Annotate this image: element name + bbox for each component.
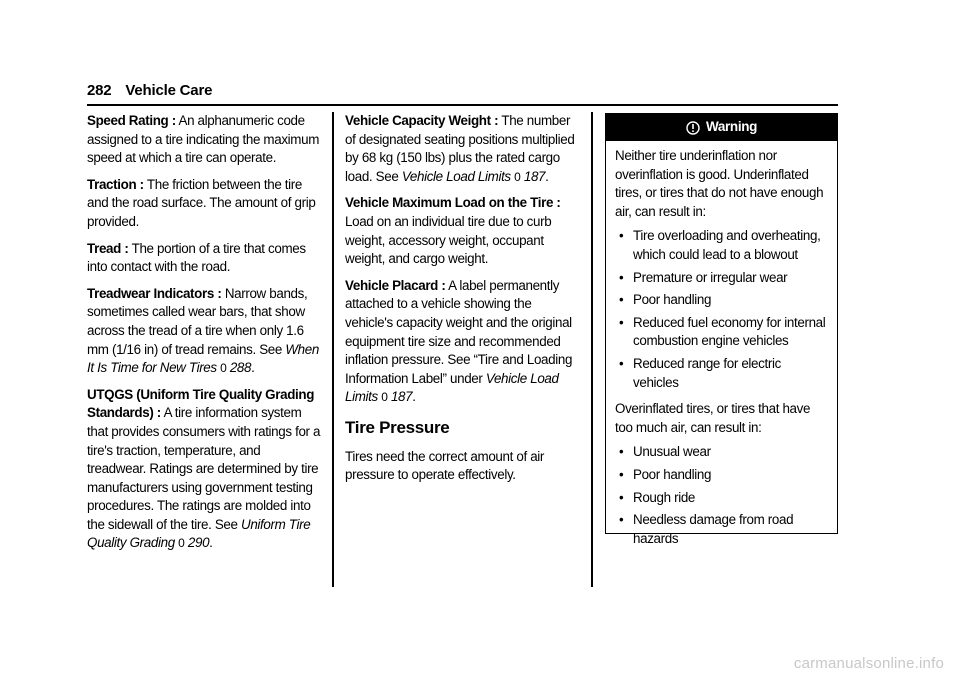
page-ref[interactable]: 187 bbox=[390, 389, 413, 405]
warning-list-item bbox=[615, 511, 829, 548]
warning-list-item bbox=[615, 314, 829, 351]
term: Vehicle Capacity Weight : bbox=[345, 113, 499, 128]
warning-list-text: Poor handling bbox=[633, 292, 712, 308]
overinflation-list bbox=[615, 443, 829, 548]
period: . bbox=[209, 535, 213, 551]
bullet-icon: • bbox=[619, 314, 624, 330]
definition-text: The friction between the tire and the road surface. The amount of grip provided. bbox=[87, 176, 316, 229]
definition-text: The portion of a tire that comes into contact with the road. bbox=[87, 240, 306, 275]
definition-text: An alphanumeric code assigned to a tire indicating the maximum speed at which a tire can operate. bbox=[87, 113, 320, 166]
definition-tread bbox=[87, 240, 321, 277]
cross-reference-link[interactable]: Uniform Tire Quality Grading bbox=[87, 516, 311, 551]
column-divider bbox=[591, 112, 593, 587]
warning-list-item bbox=[615, 443, 829, 462]
term: Vehicle Placard : bbox=[345, 277, 446, 293]
warning-header bbox=[606, 114, 837, 141]
header-rule bbox=[87, 104, 838, 106]
tire-pressure-heading: Tire Pressure bbox=[345, 417, 450, 437]
tire-pressure-text: Tires need the correct amount of air pressure to operate effectively. bbox=[345, 448, 545, 483]
warning-list-text: Needless damage from road hazards bbox=[633, 512, 794, 546]
section-title: Vehicle Care bbox=[125, 82, 213, 99]
column-1 bbox=[87, 112, 321, 561]
page-ref-icon: 0 bbox=[514, 169, 521, 184]
page-header bbox=[87, 82, 212, 99]
term: Vehicle Maximum Load on the Tire : bbox=[345, 195, 561, 211]
warning-list-item bbox=[615, 227, 829, 264]
definition-text: Narrow bands, sometimes called wear bars, that show across the tread of a tire when only 1.6 mm (1/16 in) of tread remains. See bbox=[87, 285, 308, 357]
warning-list-item bbox=[615, 291, 829, 310]
underinflation-list bbox=[615, 227, 829, 392]
warning-list-item bbox=[615, 269, 829, 288]
term: UTQGS (Uniform Tire Quality Grading Standards) : bbox=[87, 386, 315, 421]
definition-speed-rating bbox=[87, 112, 321, 168]
term: Traction : bbox=[87, 176, 144, 192]
page-ref-icon: 0 bbox=[381, 390, 388, 405]
definition-text: The number of designated seating positions multiplied by 68 kg (150 lbs) plus the rated cargo load. See bbox=[345, 113, 575, 184]
cross-reference-link[interactable]: When It Is Time for New Tires bbox=[87, 341, 319, 376]
column-2 bbox=[345, 112, 579, 493]
period: . bbox=[412, 389, 416, 405]
page-ref-icon: 0 bbox=[178, 536, 185, 551]
definition-treadwear-indicators bbox=[87, 285, 321, 378]
bullet-icon: • bbox=[619, 292, 624, 308]
definition-traction bbox=[87, 176, 321, 232]
period: . bbox=[251, 360, 255, 376]
warning-list-text: Reduced fuel economy for internal combustion engine vehicles bbox=[633, 314, 826, 349]
page-ref[interactable]: 187 bbox=[523, 168, 546, 184]
term: Treadwear Indicators : bbox=[87, 285, 222, 301]
cross-reference-link[interactable]: Vehicle Load Limits bbox=[345, 370, 559, 405]
definition-text: Load on an individual tire due to curb weight, accessory weight, occupant weight, and cargo weight. bbox=[345, 213, 552, 267]
bullet-icon: • bbox=[619, 489, 624, 505]
warning-list-text: Unusual wear bbox=[633, 444, 711, 460]
warning-list-item bbox=[615, 489, 829, 508]
definition-vehicle-maximum-load bbox=[345, 194, 579, 268]
cross-reference-link[interactable]: Vehicle Load Limits bbox=[401, 168, 511, 184]
warning-intro: Neither tire underinflation nor overinflation is good. Underinflated tires, or tires that do not have enough air, can result in: bbox=[615, 148, 824, 219]
definition-utqgs bbox=[87, 386, 321, 553]
warning-over-intro: Overinflated tires, or tires that have too much air, can result in: bbox=[615, 401, 811, 435]
page-ref-icon: 0 bbox=[220, 361, 227, 376]
bullet-icon: • bbox=[619, 228, 624, 244]
warning-list-text: Reduced range for electric vehicles bbox=[633, 355, 781, 390]
definition-vehicle-capacity-weight bbox=[345, 112, 579, 186]
definition-vehicle-placard bbox=[345, 277, 579, 407]
warning-title: Warning bbox=[705, 119, 758, 135]
bullet-icon: • bbox=[619, 444, 624, 460]
bullet-icon: • bbox=[619, 466, 624, 482]
warning-body bbox=[606, 141, 837, 548]
definition-text: A tire information system that provides consumers with ratings for a tire's traction, temperature, and treadwear. Ratings are determined by tire manufacturers using government testing procedures. The ratings are molded into the sidewall of the tire. See bbox=[87, 405, 321, 532]
warning-list-item bbox=[615, 466, 829, 485]
page-number: 282 bbox=[87, 82, 112, 99]
bullet-icon: • bbox=[619, 269, 624, 285]
warning-box bbox=[605, 113, 838, 546]
warning-list-text: Premature or irregular wear bbox=[633, 269, 788, 285]
column-divider bbox=[332, 112, 334, 587]
warning-list-text: Tire overloading and overheating, which could lead to a blowout bbox=[633, 228, 821, 262]
bullet-icon: • bbox=[619, 512, 624, 528]
page-ref[interactable]: 288 bbox=[229, 360, 252, 376]
warning-list-text: Poor handling bbox=[633, 466, 712, 482]
bullet-icon: • bbox=[619, 355, 624, 371]
warning-triangle-icon bbox=[686, 121, 700, 135]
page-ref[interactable]: 290 bbox=[187, 535, 210, 551]
term: Tread : bbox=[87, 240, 129, 256]
term: Speed Rating : bbox=[87, 113, 176, 128]
warning-list-text: Rough ride bbox=[633, 489, 696, 505]
period: . bbox=[545, 168, 549, 184]
definition-text: A label permanently attached to a vehicle showing the vehicle's capacity weight and the original equipment tire size and recommended inflation pressure. See “Tire and Loading Information Label” under bbox=[345, 277, 573, 386]
warning-list-item bbox=[615, 355, 829, 392]
watermark: carmanualsonline.info bbox=[793, 655, 944, 672]
